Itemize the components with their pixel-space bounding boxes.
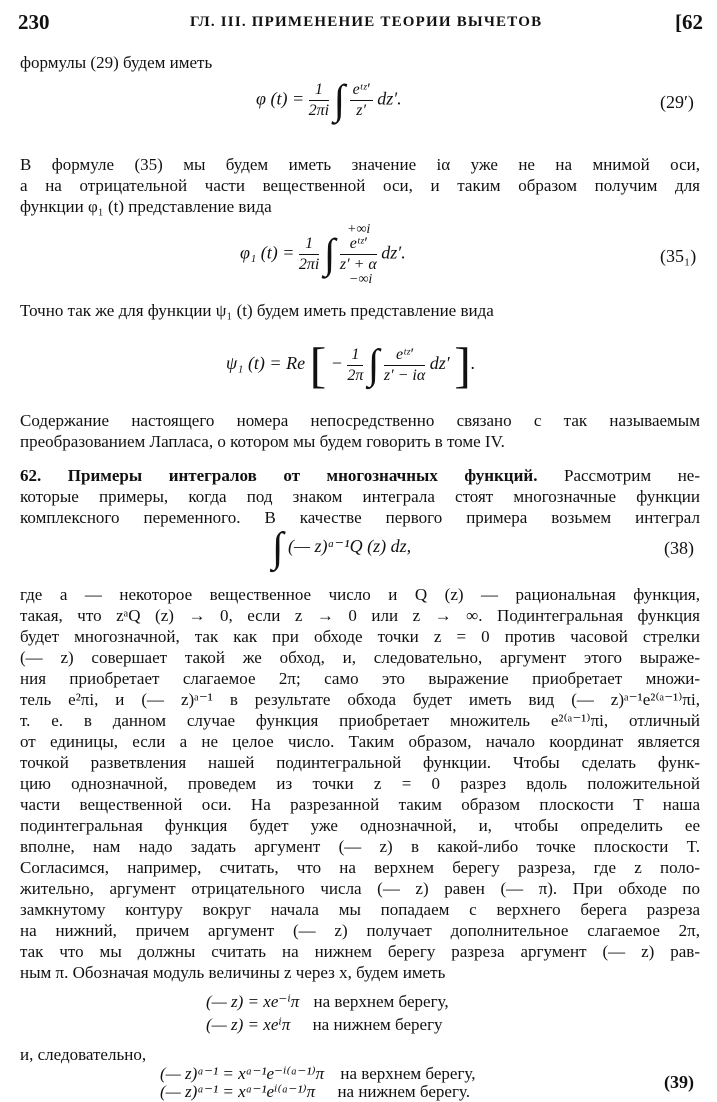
eq-lhs: ψ₁ (t) = Re (226, 353, 306, 374)
section-heading: 62. Примеры интегралов от многозначных функций. (20, 466, 538, 485)
equation-38 (272, 525, 412, 571)
section-text: Рассмотрим не- (564, 466, 700, 485)
paragraph-line: ным π. Обозначая модуль величины z через x, будем иметь (20, 963, 446, 982)
chapter-title: ГЛ. III. ПРИМЕНЕНИЕ ТЕОРИИ ВЫЧЕТОВ (190, 14, 543, 30)
paragraph-line: Точно так же для функции ψ₁ (t) будем иметь представление вида (20, 301, 494, 320)
minus-sign: − (330, 353, 343, 374)
paragraph-line: так что мы должны считать на нижнем берегу разреза аргумент (— z) рав- (20, 942, 700, 961)
paragraph-line: на нижний, причем аргумент (— z) получает дополнительное слагаемое 2π, (20, 921, 700, 940)
paragraph-line: от единицы, если a не целое число. Таким образом, начало координат является (20, 732, 700, 751)
paragraph-line: преобразованием Лапласа, о котором мы будем говорить в томе IV. (20, 432, 505, 451)
paragraph-line: такая, что zᵃQ (z) → 0, если z → 0 или z → ∞. Подинтегральная функция (20, 606, 700, 625)
left-bracket: [ (309, 337, 327, 393)
eq-lhs: φ (t) = (256, 88, 305, 109)
equation-lower-bank: (— z) = xeⁱπ на нижнем берегу (206, 1015, 443, 1034)
paragraph-line: подинтегральная функция будет уже однозначной, и, чтобы определить ее (20, 816, 700, 835)
equation-39-upper: (— z)ᵃ⁻¹ = xᵃ⁻¹e⁻ⁱ⁽ᵃ⁻¹⁾π на верхнем берегу, (160, 1064, 476, 1083)
equation-35-1 (240, 231, 406, 278)
integral-sign: ∫ (367, 342, 380, 388)
paragraph-line: ния приобретает слагаемое 2π; само это выражение приобретает множи- (20, 669, 700, 688)
integrand-fraction: $\frac{\text{eᵗᶻ′}}{z' - i\alpha}$ (383, 345, 426, 384)
paragraph-line: где a — некоторое вещественное число и Q (z) — рациональная функция, (20, 585, 700, 604)
paragraph-line: и, следовательно, (20, 1045, 147, 1064)
paragraph-line: Согласимся, например, считать, что на верхнем берегу разреза, где z поло- (20, 858, 700, 877)
equation-number: (35₁) (660, 246, 697, 266)
integrand: (— z)ᵃ⁻¹Q (z) dz, (288, 536, 412, 557)
fraction: $\frac{1}{2\pi i}$ (308, 81, 330, 119)
paragraph-line: Содержание настоящего номера непосредственно связано с так называемым (20, 411, 700, 430)
paragraph-line: функции φ₁ (t) представление вида (20, 197, 272, 216)
integrand-fraction: $\frac{\text{eᵗᶻ′}}{z' + \alpha}$ (339, 235, 377, 273)
eq-lhs: φ₁ (t) = (240, 242, 295, 263)
equation-psi: ψ₁ (t) = Re [ − $\frac{1}{2\pi}$ ∫ $\frac{\text{eᵗᶻ′}}{z' - i\alpha}$ dz′ ]. (226, 337, 476, 393)
paragraph-line: (— z) совершает такой же обход, и, следовательно, аргумент этого выраже- (20, 648, 700, 667)
paragraph-line: тель e²πi, и (— z)ᵃ⁻¹ в результате обхода будет иметь вид (— z)ᵃ⁻¹e²⁽ᵃ⁻¹⁾πi, (20, 690, 700, 709)
equation-number: (38) (664, 538, 694, 558)
paragraph-line: которые примеры, когда под знаком интеграла стоят многозначные функции (20, 487, 700, 506)
integral-upper-limit: +∞i (347, 222, 371, 237)
paragraph-line: замкнутому контуру вокруг начала мы попадаем с верхнего берега разреза (20, 900, 700, 919)
fraction: $\frac{1}{2\pi}$ (347, 345, 364, 384)
equation-39-lower: (— z)ᵃ⁻¹ = xᵃ⁻¹eⁱ⁽ᵃ⁻¹⁾π на нижнем берегу. (160, 1082, 470, 1101)
paragraph-line: будет многозначной, так как при обходе точки z = 0 против часовой стрелки (20, 627, 700, 646)
paragraph-line: формулы (29) будем иметь (20, 53, 213, 72)
paragraph-line: части вещественной оси. На разрезанной таким образом плоскости T наша (20, 795, 700, 814)
equation-upper-bank: (— z) = xe⁻ⁱπ на верхнем берегу, (206, 992, 449, 1011)
differential: dz′. (381, 242, 406, 263)
fraction: $\frac{1}{2\pi i}$ (298, 235, 320, 273)
equation-number: (29′) (660, 92, 694, 112)
equation-29prime (256, 77, 402, 124)
differential: dz′. (377, 88, 402, 109)
paragraph-line: цию однозначной, проведем из точки z = 0 разрез вдоль положительной (20, 774, 700, 793)
right-bracket: ] (454, 337, 471, 393)
paragraph-line: вполне, нам надо задать аргумент (— z) в какой-либо точке плоскости T. (20, 837, 700, 856)
page-number: 230 (18, 10, 50, 34)
paragraph-line: жительно, аргумент отрицательного числа (— z) равен (— π). При обходе по (20, 879, 700, 898)
integral-sign: ∫ (333, 77, 346, 124)
paragraph-line: точкой разветвления нашей подинтегральной функции. Чтобы сделать функ- (20, 753, 700, 772)
differential: dz′ (429, 353, 450, 374)
section-62-first-line (20, 465, 700, 487)
integral-lower-limit: −∞i (349, 272, 373, 287)
paragraph-line: а на отрицательной части вещественной оси, и таким образом получим для (20, 176, 700, 195)
section-marker: [62 (675, 10, 703, 34)
integral-sign: ∫ (272, 525, 284, 571)
paragraph-line: В формуле (35) мы будем иметь значение iα уже не на мнимой оси, (20, 155, 700, 174)
running-header (18, 10, 703, 36)
integrand-fraction: $\frac{\text{eᵗᶻ′}}{z'}$ (350, 80, 373, 121)
integral-sign: ∫ (323, 231, 336, 278)
paragraph-line: т. е. в данном случае функция приобретает множитель e²⁽ᵃ⁻¹⁾πi, отличный (20, 711, 700, 730)
equation-number: (39) (664, 1072, 694, 1092)
paragraph-line: комплексного переменного. В качестве первого примера возьмем интеграл (20, 508, 700, 527)
